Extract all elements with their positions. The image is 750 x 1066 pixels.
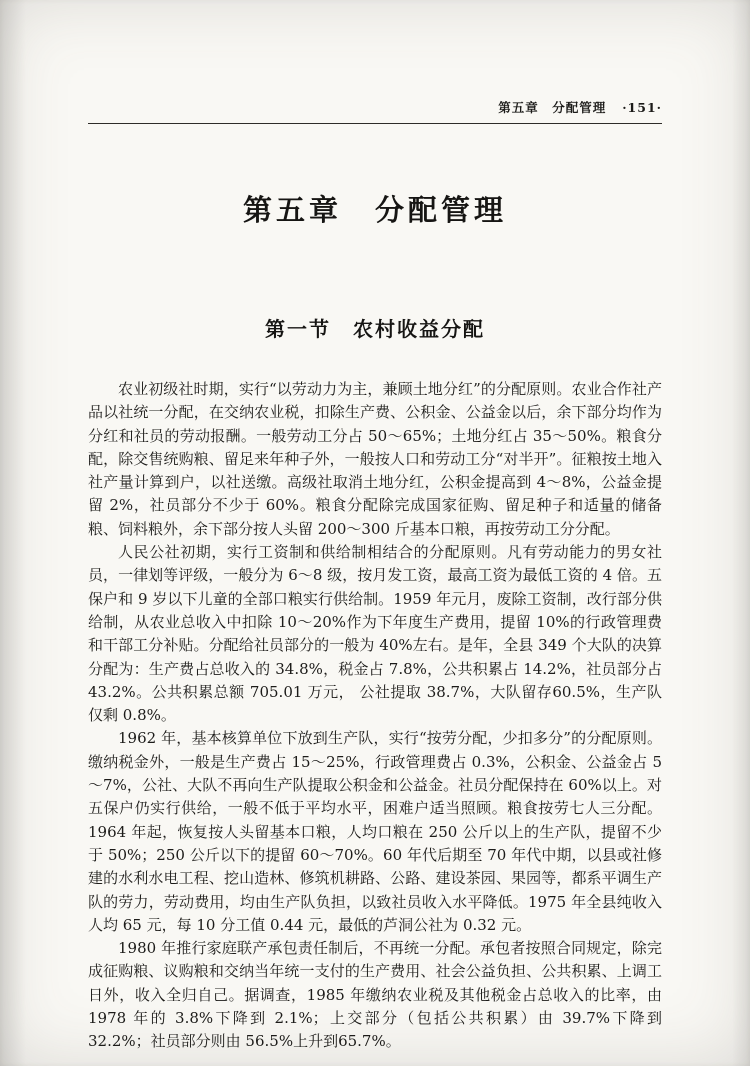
body-paragraph-2: 人民公社初期，实行工资制和供给制相结合的分配原则。凡有劳动能力的男女社员，一律划等评级，一般分为 6～8 级，按月发工资，最高工资为最低工资的 4 倍。五保户和 9 岁以下儿童的全部口粮实行供给制。1959 年元月，废除工资制，改行部分供给制，从农业总收入中扣除 10～20%作为下年度生产费用，提留 10%的行政管理费和干部工分补贴。分配给社员部分的一般为 40%左右。是年，全县 349 个大队的决算分配为：生产费占总收入的 34.8%，税金占 7.8%，公共积累占 14.2%，社员部分占 43.2%。公共积累总额 705.01 万元， 公社提取 38.7%，大队留存60.5%，生产队仅剩 0.8%。 bbox=[88, 543, 662, 725]
running-header bbox=[88, 98, 662, 124]
page-number: ·151· bbox=[622, 100, 662, 115]
body-paragraph-3: 1962 年，基本核算单位下放到生产队，实行“按劳分配，少扣多分”的分配原则。缴纳税金外，一般是生产费占 15～25%，行政管理费占 0.3%，公积金、公益金占 5～7%，公社、大队不再向生产队提取公积金和公益金。社员分配保持在 60%以上。对五保户仍实行供给，一般不低于平均水平，困难户适当照顾。粮食按劳七人三分配。1964 年起，恢复按人头留基本口粮，人均口粮在 250 公斤以上的生产队，提留不少于 50%；250 公斤以下的提留 60～70%。60 年代后期至 70 年代中期，以县或社修建的水利水电工程、挖山造林、修筑机耕路、公路、建设茶园、果园等，都系平调生产队的劳力，劳动费用，均由生产队负担，以致社员收入水平降低。1975 年全县纯收入人均 65 元，每 10 分工值 0.44 元，最低的芦洞公社为 0.32 元。 bbox=[88, 729, 662, 934]
running-header-title: 第五章 分配管理 bbox=[498, 100, 607, 115]
body-paragraph-4: 1980 年推行家庭联产承包责任制后，不再统一分配。承包者按照合同规定，除完成征购粮、议购粮和交纳当年统一支付的生产费用、社会公益负担、公共积累、上调工日外，收入全归自己。据调查，1985 年缴纳农业税及其他税金占总收入的比率，由 1978 年的 3.8%下降到 2.1%；上交部分（包括公共积累）由 39.7%下降到 32.2%；社员部分则由 56.5%上升到65.7%。 bbox=[88, 939, 662, 1051]
section-title: 第一节 农村收益分配 bbox=[265, 317, 485, 341]
body-text bbox=[88, 378, 662, 1054]
chapter-title: 第五章 分配管理 bbox=[242, 193, 507, 227]
body-paragraph-1: 农业初级社时期，实行“以劳动力为主，兼顾土地分红”的分配原则。农业合作社产品以社统一分配，在交纳农业税，扣除生产费、公积金、公益金以后，余下部分均作为分红和社员的劳动报酬。一般劳动工分占 50～65%；土地分红占 35～50%。粮食分配，除交售统购粮、留足来年种子外，一般按人口和劳动工分“对半开”。征粮按土地入社产量计算到户，以社送缴。高级社取消土地分红，公积金提高到 4～8%，公益金提留 2%，社员部分不少于 60%。粮食分配除完成国家征购、留足种子和适量的储备粮、饲料粮外，余下部分按人头留 200～300 斤基本口粮，再按劳动工分分配。 bbox=[88, 380, 662, 538]
